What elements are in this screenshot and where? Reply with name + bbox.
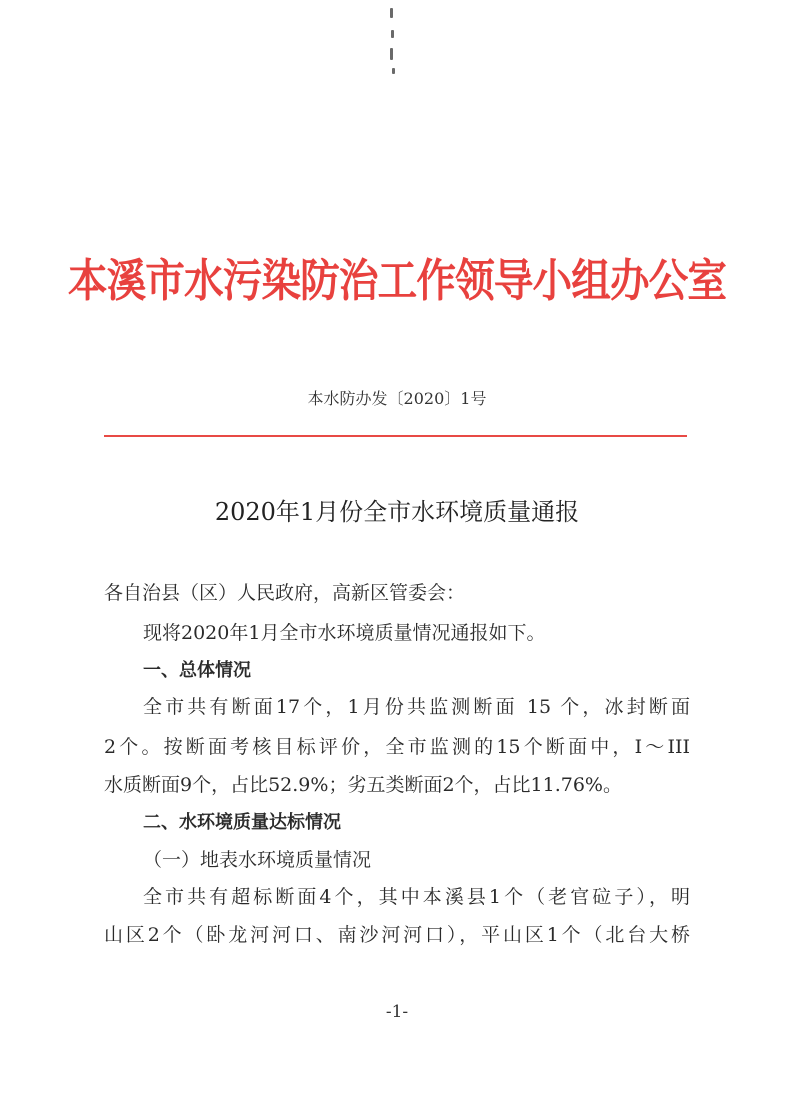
binding-mark — [392, 68, 395, 74]
section-1-line: 2个。按断面考核目标评价，全市监测的15个断面中，I～III — [104, 736, 690, 758]
binding-mark — [390, 8, 393, 18]
document-number: 本水防办发〔2020〕1号 — [307, 389, 487, 408]
binding-mark — [391, 30, 394, 38]
page-number: -1- — [385, 1002, 409, 1022]
binding-marks — [388, 8, 408, 78]
section-1-line: 全市共有断面17个，1月份共监测断面 15 个，冰封断面 — [143, 696, 690, 718]
intro-paragraph: 现将2020年1月全市水环境质量情况通报如下。 — [143, 622, 546, 644]
salutation: 各自治县（区）人民政府，高新区管委会： — [104, 582, 466, 604]
issuer-header: 本溪市水污染防治工作领导小组办公室 — [67, 254, 727, 307]
subsection-1-heading: （一）地表水环境质量情况 — [143, 849, 372, 871]
document-title: 2020年1月份全市水环境质量通报 — [214, 498, 580, 526]
red-separator-line — [104, 435, 687, 437]
section-1-heading: 一、总体情况 — [143, 660, 251, 681]
section-1-line: 水质断面9个，占比52.9%；劣五类断面2个，占比11.76%。 — [104, 774, 622, 796]
subsection-1-line: 山区2个（卧龙河河口、南沙河河口），平山区1个（北台大桥 — [104, 924, 690, 946]
subsection-1-line: 全市共有超标断面4个，其中本溪县1个（老官砬子），明 — [143, 886, 690, 908]
section-2-heading: 二、水环境质量达标情况 — [143, 812, 341, 833]
binding-mark — [390, 48, 393, 60]
